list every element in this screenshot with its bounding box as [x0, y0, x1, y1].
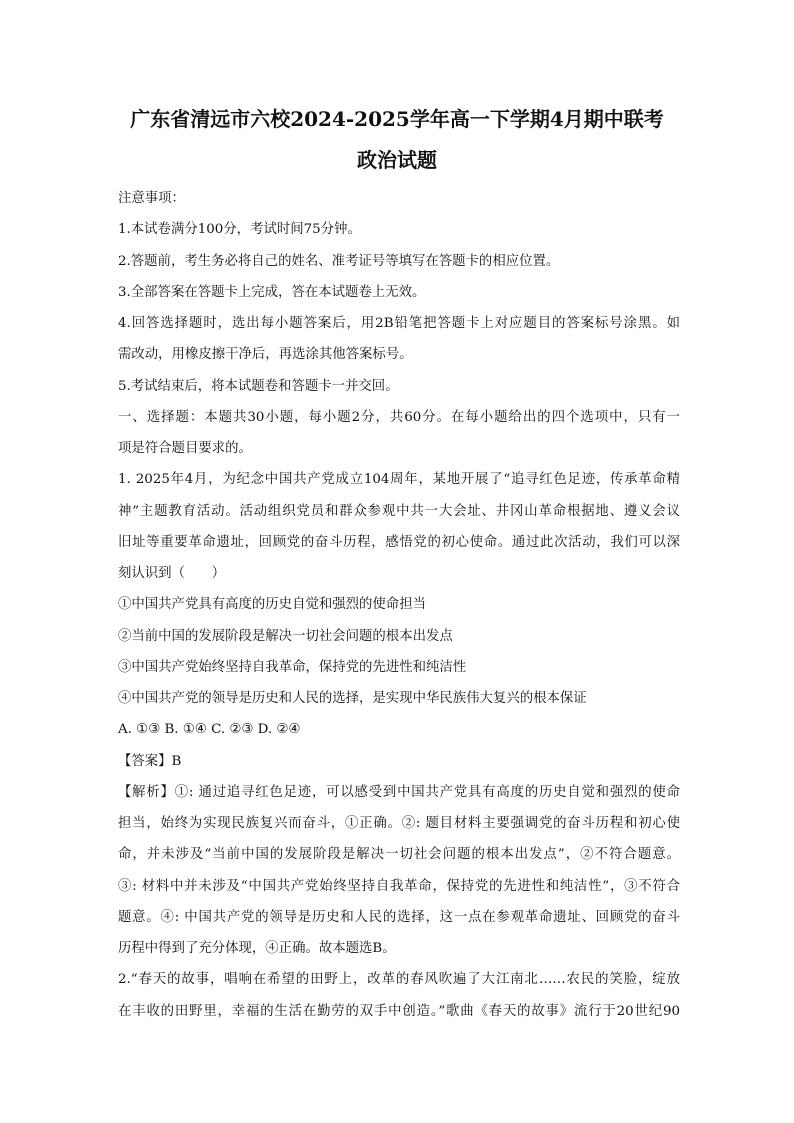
question-analysis: ③: 材料中并未涉及“中国共产党始终坚持自我革命，保持党的先进性和纯洁性”，③不符合 — [118, 878, 680, 894]
question-statement: ③中国共产党始终坚持自我革命，保持党的先进性和纯洁性 — [118, 659, 467, 675]
section-heading: 一、选择题：本题共30小题，每小题2分，共60分。在每小题给出的四个选项中，只有一 — [118, 409, 680, 425]
question-analysis: 担当，始终为实现民族复兴而奋斗，①正确。②: 题目材料主要强调党的奋斗历程和初心使 — [118, 816, 680, 831]
notice-item: 3.全部答案在答题卡上完成，答在本试题卷上无效。 — [118, 284, 426, 300]
notice-item: 需改动，用橡皮擦干净后，再选涂其他答案标号。 — [118, 347, 413, 363]
document-body — [118, 183, 680, 1027]
notice-item: 5.考试结束后，将本试题卷和答题卡一并交回。 — [118, 378, 399, 394]
section-heading: 项是符合题目要求的。 — [118, 441, 252, 456]
question-analysis: 【解析】①: 通过追寻红色足迹，可以感受到中国共产党具有高度的历史自觉和强烈的使命 — [118, 784, 680, 800]
document-subtitle: 政治试题 — [357, 148, 437, 172]
question-answer: 【答案】B — [118, 753, 182, 769]
notice-heading: 注意事项： — [118, 191, 185, 206]
question-options: A. ①③ B. ①④ C. ②③ D. ②④ — [118, 722, 301, 738]
question-statement: ①中国共产党具有高度的历史自觉和强烈的使命担当 — [118, 597, 426, 613]
question-statement: ④中国共产党的领导是历史和人民的选择，是实现中华民族伟大复兴的根本保证 — [118, 691, 587, 706]
question-stem: 神”主题教育活动。活动组织党员和群众参观中共一大会址、井冈山革命根据地、遵义会议 — [118, 503, 680, 519]
question-analysis: 历程中得到了充分体现，④正确。故本题选B。 — [118, 941, 396, 956]
notice-item: 1.本试卷满分100分，考试时间75分钟。 — [118, 222, 361, 238]
notice-item: 4.回答选择题时，选出每小题答案后，用2B铅笔把答题卡上对应题目的答案标号涂黑。如 — [118, 316, 680, 331]
question-stem: 旧址等重要革命遗址，回顾党的奋斗历程，感悟党的初心使命。通过此次活动，我们可以深 — [118, 534, 680, 550]
notice-item: 2.答题前，考生务必将自己的姓名、准考证号等填写在答题卡的相应位置。 — [118, 253, 560, 269]
question-stem: 2.“春天的故事，唱响在希望的田野上，改革的春风吹遍了大江南北……农民的笑脸，绽放 — [118, 972, 680, 988]
question-stem: 在丰收的田野里，幸福的生活在勤劳的双手中创造。”歌曲《春天的故事》流行于20世纪90 — [118, 1003, 680, 1019]
question-statement: ②当前中国的发展阶段是解决一切社会问题的根本出发点 — [118, 628, 453, 644]
question-stem: 1. 2025年4月，为纪念中国共产党成立104周年，某地开展了“追寻红色足迹，传承革命精 — [118, 472, 680, 488]
question-analysis: 命，并未涉及“当前中国的发展阶段是解决一切社会问题的根本出发点”，②不符合题意。 — [118, 847, 680, 863]
question-analysis: 题意。④: 中国共产党的领导是历史和人民的选择，这一点在参观革命遗址、回顾党的奋斗 — [118, 909, 680, 925]
document-title: 广东省清远市六校2024-2025学年高一下学期4月期中联考 — [130, 107, 664, 131]
question-stem: 刻认识到（ ） — [118, 566, 226, 581]
